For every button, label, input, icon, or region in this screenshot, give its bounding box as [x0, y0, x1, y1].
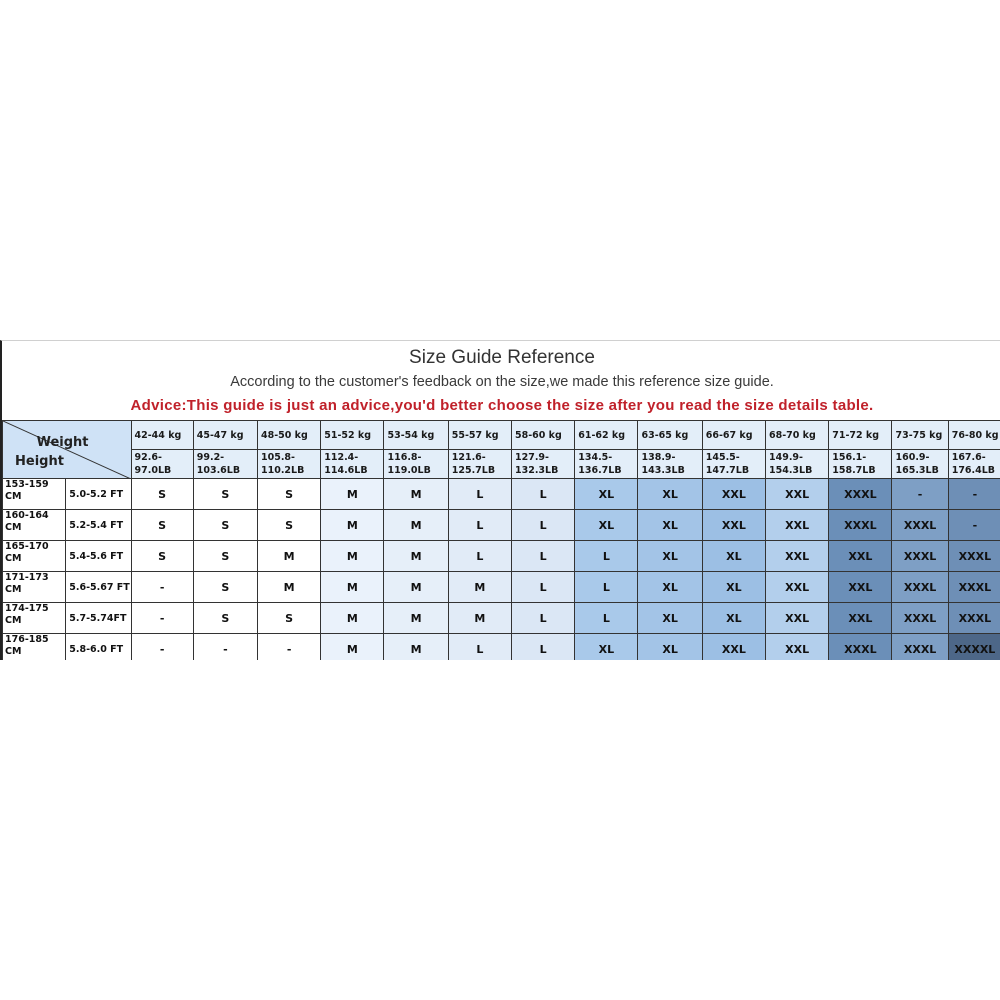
- weight-kg-header: 66-67 kg: [702, 421, 765, 450]
- size-cell: M: [321, 572, 384, 603]
- size-cell: XL: [638, 572, 702, 603]
- size-cell: XXXL: [948, 541, 1000, 572]
- subtitle: According to the customer's feedback on the size,we made this reference size guide.: [230, 374, 774, 390]
- size-cell: L: [575, 603, 638, 634]
- size-cell: XXXL: [829, 634, 892, 661]
- height-ft-cell: 5.8-6.0 FT: [66, 634, 131, 661]
- size-cell: XXXL: [948, 572, 1000, 603]
- size-cell: XXL: [765, 479, 828, 510]
- size-cell: XXXL: [892, 603, 948, 634]
- size-cell: M: [321, 541, 384, 572]
- size-cell: M: [321, 603, 384, 634]
- height-axis-label: Height: [15, 454, 64, 469]
- size-cell: M: [448, 572, 511, 603]
- size-cell: XL: [575, 510, 638, 541]
- weight-kg-header: 61-62 kg: [575, 421, 638, 450]
- weight-lb-header: 167.6-176.4LB: [948, 450, 1000, 479]
- size-cell: XXXXL: [948, 634, 1000, 661]
- size-cell: L: [511, 603, 574, 634]
- size-cell: S: [193, 541, 257, 572]
- size-cell: -: [131, 572, 193, 603]
- size-cell: S: [193, 572, 257, 603]
- weight-lb-header: 121.6-125.7LB: [448, 450, 511, 479]
- size-cell: XL: [638, 541, 702, 572]
- size-cell: M: [384, 572, 448, 603]
- size-cell: XXL: [765, 634, 828, 661]
- size-cell: XL: [638, 510, 702, 541]
- size-cell: XL: [638, 603, 702, 634]
- size-cell: L: [448, 634, 511, 661]
- size-cell: S: [257, 479, 320, 510]
- size-cell: S: [131, 479, 193, 510]
- size-cell: S: [131, 541, 193, 572]
- size-cell: XXXL: [892, 572, 948, 603]
- weight-axis-label: Weight: [36, 435, 89, 450]
- table-row: [3, 634, 1000, 661]
- size-cell: M: [257, 541, 320, 572]
- size-cell: S: [131, 510, 193, 541]
- size-cell: XXL: [829, 572, 892, 603]
- height-cm-cell: 174-175 CM: [3, 603, 66, 634]
- size-cell: S: [193, 479, 257, 510]
- weight-lb-header: 145.5-147.7LB: [702, 450, 765, 479]
- size-cell: XXL: [829, 603, 892, 634]
- page-title: Size Guide Reference: [409, 347, 595, 368]
- weight-lb-header: 105.8-110.2LB: [257, 450, 320, 479]
- weight-kg-header: 48-50 kg: [257, 421, 320, 450]
- size-cell: XXL: [765, 510, 828, 541]
- size-cell: -: [948, 479, 1000, 510]
- weight-kg-header: 45-47 kg: [193, 421, 257, 450]
- table-row: [3, 479, 1000, 510]
- size-cell: M: [384, 603, 448, 634]
- size-cell: XXXL: [829, 510, 892, 541]
- weight-lb-header: 138.9-143.3LB: [638, 450, 702, 479]
- weight-kg-header: 76-80 kg: [948, 421, 1000, 450]
- height-ft-cell: 5.7-5.74FT: [66, 603, 131, 634]
- weight-lb-header: 99.2-103.6LB: [193, 450, 257, 479]
- size-cell: XL: [702, 572, 765, 603]
- height-cm-cell: 153-159 CM: [3, 479, 66, 510]
- weight-kg-header: 58-60 kg: [511, 421, 574, 450]
- weight-kg-header: 53-54 kg: [384, 421, 448, 450]
- size-cell: XL: [575, 479, 638, 510]
- size-cell: M: [321, 479, 384, 510]
- advice-note: Advice:This guide is just an advice,you'd better choose the size after you read the size details table.: [130, 397, 874, 414]
- size-cell: L: [511, 634, 574, 661]
- height-ft-cell: 5.6-5.67 FT: [66, 572, 131, 603]
- weight-lb-header: 134.5-136.7LB: [575, 450, 638, 479]
- size-cell: L: [448, 479, 511, 510]
- weight-kg-header: 51-52 kg: [321, 421, 384, 450]
- size-cell: -: [892, 479, 948, 510]
- height-ft-cell: 5.2-5.4 FT: [66, 510, 131, 541]
- size-cell: L: [448, 510, 511, 541]
- size-cell: XXXL: [892, 634, 948, 661]
- weight-kg-header: 63-65 kg: [638, 421, 702, 450]
- table-row: [3, 572, 1000, 603]
- size-cell: XXXL: [829, 479, 892, 510]
- size-cell: XXL: [702, 510, 765, 541]
- size-cell: XXL: [765, 603, 828, 634]
- height-cm-cell: 165-170 CM: [3, 541, 66, 572]
- size-cell: -: [193, 634, 257, 661]
- size-cell: M: [321, 510, 384, 541]
- size-cell: XL: [702, 541, 765, 572]
- size-table: [2, 420, 1000, 660]
- size-cell: M: [257, 572, 320, 603]
- size-cell: M: [384, 541, 448, 572]
- height-cm-cell: 171-173 CM: [3, 572, 66, 603]
- weight-kg-header: 71-72 kg: [829, 421, 892, 450]
- size-cell: XXL: [829, 541, 892, 572]
- weight-lb-header: 112.4-114.6LB: [321, 450, 384, 479]
- table-corner-header: [3, 421, 132, 479]
- weight-kg-header: 42-44 kg: [131, 421, 193, 450]
- size-cell: -: [131, 603, 193, 634]
- size-cell: S: [193, 510, 257, 541]
- size-cell: L: [575, 541, 638, 572]
- size-cell: XXXL: [948, 603, 1000, 634]
- table-row: [3, 541, 1000, 572]
- size-cell: S: [257, 510, 320, 541]
- table-row: [3, 603, 1000, 634]
- size-cell: XXL: [765, 572, 828, 603]
- weight-lb-header: 160.9-165.3LB: [892, 450, 948, 479]
- size-cell: XL: [638, 634, 702, 661]
- size-cell: L: [511, 510, 574, 541]
- height-ft-cell: 5.0-5.2 FT: [66, 479, 131, 510]
- size-cell: XL: [575, 634, 638, 661]
- size-cell: M: [384, 634, 448, 661]
- weight-lb-header: 149.9-154.3LB: [765, 450, 828, 479]
- size-cell: XXL: [765, 541, 828, 572]
- size-cell: L: [511, 479, 574, 510]
- weight-kg-header: 55-57 kg: [448, 421, 511, 450]
- size-cell: M: [384, 479, 448, 510]
- size-cell: XXL: [702, 479, 765, 510]
- size-cell: L: [448, 541, 511, 572]
- size-cell: L: [511, 541, 574, 572]
- size-cell: XL: [702, 603, 765, 634]
- size-cell: XXXL: [892, 510, 948, 541]
- size-guide-panel: [0, 340, 1000, 660]
- size-cell: S: [193, 603, 257, 634]
- weight-kg-header: 68-70 kg: [765, 421, 828, 450]
- size-cell: M: [321, 634, 384, 661]
- weight-lb-header: 92.6-97.0LB: [131, 450, 193, 479]
- size-cell: -: [257, 634, 320, 661]
- size-cell: M: [448, 603, 511, 634]
- size-cell: XXXL: [892, 541, 948, 572]
- height-cm-cell: 160-164 CM: [3, 510, 66, 541]
- size-cell: XXL: [702, 634, 765, 661]
- weight-lb-header: 156.1-158.7LB: [829, 450, 892, 479]
- size-cell: L: [511, 572, 574, 603]
- size-cell: M: [384, 510, 448, 541]
- size-cell: L: [575, 572, 638, 603]
- size-cell: XL: [638, 479, 702, 510]
- height-ft-cell: 5.4-5.6 FT: [66, 541, 131, 572]
- size-cell: -: [948, 510, 1000, 541]
- size-cell: -: [131, 634, 193, 661]
- weight-lb-header: 116.8-119.0LB: [384, 450, 448, 479]
- height-cm-cell: 176-185 CM: [3, 634, 66, 661]
- size-cell: S: [257, 603, 320, 634]
- table-row: [3, 510, 1000, 541]
- weight-kg-header: 73-75 kg: [892, 421, 948, 450]
- weight-lb-header: 127.9-132.3LB: [511, 450, 574, 479]
